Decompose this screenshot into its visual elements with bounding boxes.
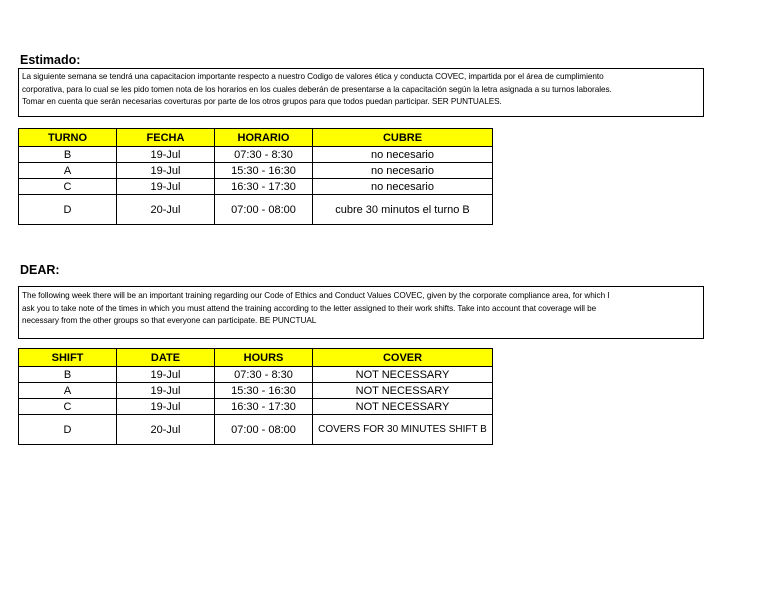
table-header-row bbox=[19, 129, 493, 147]
cell-horario: 07:30 - 8:30 bbox=[215, 147, 313, 163]
table-row bbox=[19, 163, 493, 179]
cell-shift: C bbox=[19, 399, 117, 415]
cell-shift: A bbox=[19, 383, 117, 399]
english-message-box bbox=[18, 286, 704, 339]
cell-date: 20-Jul bbox=[117, 415, 215, 445]
cell-turno: D bbox=[19, 195, 117, 225]
cell-hours: 15:30 - 16:30 bbox=[215, 383, 313, 399]
cell-turno: B bbox=[19, 147, 117, 163]
table-header-row bbox=[19, 349, 493, 367]
header-horario: HORARIO bbox=[215, 129, 313, 147]
cell-horario: 07:00 - 08:00 bbox=[215, 195, 313, 225]
spanish-message-line: corporativa, para lo cual se les pido tomen nota de los horarios en los cuales deberán de presentarse a la capacitación según la letra asignada a su turnos laborales. bbox=[22, 84, 612, 94]
cell-cover: NOT NECESSARY bbox=[313, 383, 493, 399]
spanish-message-line: La siguiente semana se tendrá una capacitacion importante respecto a nuestro Codigo de valores ética y conducta COVEC, impartida por el área de cumplimiento bbox=[22, 72, 604, 81]
cell-turno: A bbox=[19, 163, 117, 179]
table-row bbox=[19, 415, 493, 445]
cell-cubre: no necesario bbox=[313, 147, 493, 163]
cell-date: 19-Jul bbox=[117, 383, 215, 399]
spanish-greeting: Estimado: bbox=[20, 53, 81, 67]
cell-fecha: 19-Jul bbox=[117, 179, 215, 195]
english-message-line: necessary from the other groups so that everyone can participate. BE PUNCTUAL bbox=[22, 316, 317, 325]
table-row bbox=[19, 367, 493, 383]
cell-cubre: cubre 30 minutos el turno B bbox=[313, 195, 493, 225]
cell-fecha: 20-Jul bbox=[117, 195, 215, 225]
cell-cover: COVERS FOR 30 MINUTES SHIFT B bbox=[313, 415, 493, 445]
cell-shift: B bbox=[19, 367, 117, 383]
header-turno: TURNO bbox=[19, 129, 117, 147]
cell-horario: 15:30 - 16:30 bbox=[215, 163, 313, 179]
cell-cover: NOT NECESSARY bbox=[313, 367, 493, 383]
english-schedule-table bbox=[18, 348, 493, 445]
spanish-message-box bbox=[18, 68, 704, 117]
cell-horario: 16:30 - 17:30 bbox=[215, 179, 313, 195]
english-greeting: DEAR: bbox=[20, 263, 60, 277]
english-message-line: ask you to take note of the times in which you must attend the training according to the letter assigned to their work shifts. Take into account that coverage will be bbox=[22, 303, 597, 313]
header-shift: SHIFT bbox=[19, 349, 117, 367]
spanish-schedule-table bbox=[18, 128, 493, 225]
table-row bbox=[19, 399, 493, 415]
header-cubre: CUBRE bbox=[313, 129, 493, 147]
header-cover: COVER bbox=[313, 349, 493, 367]
header-fecha: FECHA bbox=[117, 129, 215, 147]
header-hours: HOURS bbox=[215, 349, 313, 367]
english-message-line: The following week there will be an important training regarding our Code of Ethics and Conduct Values COVEC, given by the corporate compliance area, for which I bbox=[22, 291, 610, 300]
table-row bbox=[19, 195, 493, 225]
spanish-message-line: Tomar en cuenta que serán necesarias coverturas por parte de los otros grupos para que todos puedan participar. SER PUNTUALES. bbox=[22, 97, 502, 106]
cell-hours: 07:30 - 8:30 bbox=[215, 367, 313, 383]
cell-cover: NOT NECESSARY bbox=[313, 399, 493, 415]
cell-hours: 07:00 - 08:00 bbox=[215, 415, 313, 445]
table-row bbox=[19, 179, 493, 195]
table-row bbox=[19, 147, 493, 163]
cell-date: 19-Jul bbox=[117, 399, 215, 415]
cell-shift: D bbox=[19, 415, 117, 445]
cell-fecha: 19-Jul bbox=[117, 147, 215, 163]
cell-turno: C bbox=[19, 179, 117, 195]
cell-cubre: no necesario bbox=[313, 163, 493, 179]
cell-hours: 16:30 - 17:30 bbox=[215, 399, 313, 415]
cell-date: 19-Jul bbox=[117, 367, 215, 383]
cell-cubre: no necesario bbox=[313, 179, 493, 195]
table-row bbox=[19, 383, 493, 399]
cell-fecha: 19-Jul bbox=[117, 163, 215, 179]
header-date: DATE bbox=[117, 349, 215, 367]
